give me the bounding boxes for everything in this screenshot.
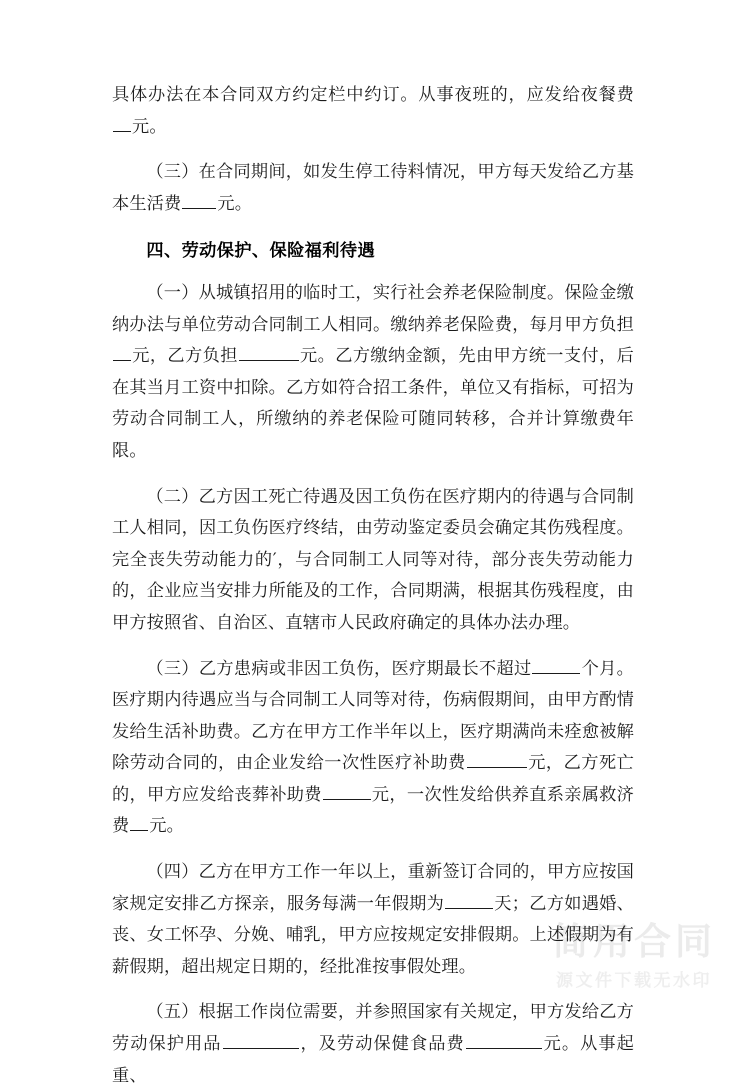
text-run: 元。 — [217, 193, 253, 214]
fill-in-blank[interactable] — [445, 891, 493, 908]
text-run: 元，乙方负担 — [132, 346, 238, 367]
fill-in-blank[interactable] — [467, 751, 527, 768]
text-run: 元。乙方缴纳金额，先由甲方统一支付，后在其当月工资中扣除。乙方如符合招工条件，单位又有指标，可招为劳动合同制工人，所缴纳的养老保险可随同转移，合并计算缴费年限。 — [112, 346, 634, 461]
text-run: 元。 — [132, 116, 167, 137]
document-paragraph — [112, 278, 634, 468]
document-paragraph — [112, 997, 634, 1092]
text-run: （四）乙方在甲方工作一年以上，重新签订合同的，甲方应按国家规定安排乙方探亲，服务每满一年假期为 — [112, 862, 634, 914]
document-text-body — [112, 80, 634, 1092]
document-paragraph — [112, 857, 634, 983]
fill-in-blank[interactable] — [113, 114, 131, 131]
document-paragraph — [112, 654, 634, 844]
fill-in-blank[interactable] — [239, 344, 299, 361]
fill-in-blank[interactable] — [130, 814, 148, 831]
watermark-sub-text: 源文件下载无水印 — [556, 971, 712, 991]
text-run: 元。从事起重、 — [112, 1034, 634, 1086]
text-run: 元，一次性发给供养直系亲属救济费 — [112, 784, 634, 837]
text-run: 个月。医疗期内待遇应当与合同制工人同等对待，伤病假期间，由甲方酌情发给生活补助费。乙方在甲方工作半年以上，医疗期满尚未痊愈被解除劳动合同的，由企业发给一次性医疗补助费 — [112, 658, 634, 774]
text-run: 元，乙方死亡的，甲方应发给丧葬补助费 — [112, 753, 634, 805]
text-run: 具体办法在本合同双方约定栏中约订。从事夜班的，应发给夜餐费 — [112, 85, 634, 105]
fill-in-blank[interactable] — [113, 344, 131, 361]
text-run: （三）在合同期间，如发生停工待料情况，甲方每天发给乙方基本生活费 — [112, 162, 634, 214]
document-paragraph — [112, 80, 634, 143]
text-run: ，及劳动保健食品费 — [299, 1034, 465, 1055]
text-run: （三）乙方患病或非因工负伤，医疗期最长不超过 — [146, 658, 532, 679]
text-run: 四、劳动保护、保险福利待遇 — [146, 241, 376, 262]
fill-in-blank[interactable] — [223, 1032, 299, 1049]
fill-in-blank[interactable] — [182, 191, 216, 208]
document-paragraph — [112, 482, 634, 640]
text-run: （一）从城镇招用的临时工，实行社会养老保险制度。保险金缴纳办法与单位劳动合同制工人相同。缴纳养老保险费，每月甲方负担 — [112, 282, 634, 335]
text-run: 天；乙方如遇婚、丧、女工怀孕、分娩、哺乳，甲方应按规定安排假期。上述假期为有薪假期，超出规定日期的，经批准按事假处理。 — [112, 893, 635, 977]
watermark-main-text: 简用合同 — [552, 919, 716, 963]
fill-in-blank[interactable] — [466, 1032, 542, 1049]
document-paragraph — [112, 157, 634, 220]
text-run: （五）根据工作岗位需要，并参照国家有关规定，甲方发给乙方劳动保护用品 — [112, 1002, 634, 1055]
section-heading — [112, 236, 634, 268]
fill-in-blank[interactable] — [532, 656, 580, 673]
text-run: 元。 — [149, 816, 185, 837]
fill-in-blank[interactable] — [323, 783, 371, 800]
text-run: （二）乙方因工死亡待遇及因工负伤在医疗期内的待遇与合同制工人相同，因工负伤医疗终结，由劳动鉴定委员会确定其伤残程度。完全丧失劳动能力的′，与合同制工人同等对待，部分丧失劳动能力的，企业应当安排力所能及的工作，合同期满，根据其伤残程度，由甲方按照省、自治区、直辖市人民政府确定的具体办法办理。 — [112, 486, 634, 633]
